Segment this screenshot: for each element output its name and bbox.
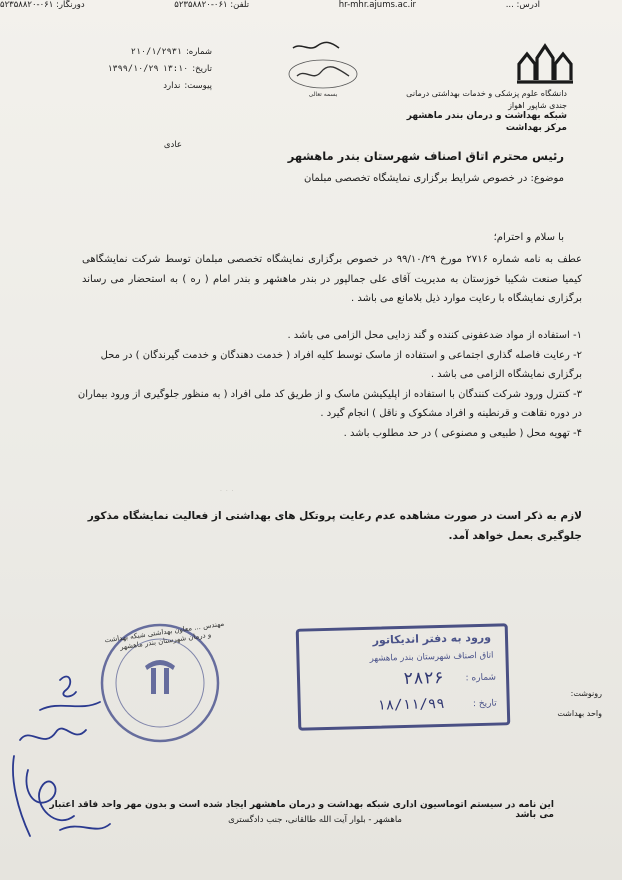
cc-label: رونوشت: [570,689,602,698]
scan-watermark: · · · [220,488,235,495]
attachment-value: ندارد [163,81,181,91]
date-label: تاریخ: [192,64,212,74]
calligraphy-emblem [283,38,363,98]
list-item: ۳- کنترل ورود شرکت کنندگان با استفاده از اپلیکیشن ماسک و از طریق کد ملی افراد ( به منظور جلوگیری از ورود بیماران در دوره نقاهت و قرنطینه و افراد مشکوک و ناقل ) انجام گیرد . [77,388,582,419]
org-line: مرکز بهداشت [505,122,567,133]
attachment-label: پیوست: [184,81,212,91]
calligraphy-text: بسمه تعالی [308,91,338,98]
stamp-org: اتاق اصناف شهرستان بندر ماهشهر [369,650,494,664]
date-value: ۱۳۹۹/۱۰/۲۹ [107,64,159,74]
meta-date-row [62,61,212,78]
org-line: شبکه بهداشت و درمان بندر ماهشهر [406,111,567,121]
cc-line: واحد بهداشت [557,709,602,718]
number-label: شماره: [185,47,212,57]
stamp-number: ۲۸۲۶ [402,667,445,689]
footer-contacts [0,0,540,10]
list-item: ۴- تهویه محل ( طبیعی و مصنوعی ) در حد مطلوب باشد . [343,427,582,439]
footer-website: hr-mhr.ajums.ac.ir [338,0,417,10]
footer-notice: این نامه در سیستم اتوماسیون اداری شبکه بهداشت و درمان ماهشهر ایجاد شده است و بدون مهر واحد فاقد اعتبار می باشد [49,800,554,820]
stamp-date: ۱۸/۱۱/۹۹ [377,695,445,714]
priority-label: عادی [163,140,182,150]
stamp-date-label: تاریخ : [472,698,497,710]
org-line: دانشگاه علوم پزشکی و خدمات بهداشتی درمانی [406,89,567,98]
stamp-title: ورود به دفتر اندیکاتور [372,630,492,647]
footer-phone: تلفن: ۰۶۱-۵۲۳۵۸۸۲۰ [174,0,250,10]
body-paragraph: عطف به نامه شماره ۲۷۱۶ مورخ ۹۹/۱۰/۲۹ در خصوص برگزاری نمایشگاه تخصصی مبلمان توسط شرکت نمایشگاهی کیمیا صنعت شکیبا خوزستان به مدیریت آقای علی جمالپور در بندر ماهشهر و بندر امام ( ره ) به استحضار می رساند برگزاری نمایشگاه با رعایت موارد ذیل بلامانع می باشد . [82,254,582,304]
organization-header [367,88,567,134]
subject-label: موضوع: [530,173,564,184]
handwritten-signature [0,640,130,860]
cc-block [557,684,602,724]
list-item: ۱- استفاده از مواد ضدعفونی کننده و گند زدایی محل الزامی می باشد . [287,330,582,341]
meta-attachment-row [62,78,212,95]
footer-fax: دورنگار: ۰۶۱-۵۲۳۵۸۸۲۰ [0,0,85,10]
stamp-number-label: شماره : [465,672,497,684]
footer-address: ماهشهر - بلوار آیت الله طالقانی، جنب دادگستری [228,815,402,825]
letter-meta [62,44,212,95]
subject-line [94,173,564,184]
footer-postal: آدرس: ... [505,0,540,10]
number-value: ۲۱۰/۱/۲۹۳۱ [130,47,182,57]
list-item: ۲- رعایت فاصله گذاری اجتماعی و استفاده از ماسک توسط کلیه افراد ( خدمت دهندگان و خدمت گیرندگان ) در محل برگزاری نمایشگاه الزامی می باشد . [100,349,582,380]
incoming-register-stamp [296,623,511,731]
closing-paragraph: لازم به ذکر است در صورت مشاهده عدم رعایت پروتکل های بهداشتی از فعالیت نمایشگاه مذکور جلوگیری بعمل خواهد آمد. [87,510,582,542]
requirements-list [72,326,582,443]
greeting: با سلام و احترام؛ [493,232,564,243]
date-extra: ۱۳:۱۰ [162,64,189,74]
meta-number-row [62,44,212,61]
university-logo-icon [515,40,575,84]
signature-stamp-text: مهندس ... معاون بهداشتی شبکه بهداشت و درمان شهرستان بندر ماهشهر [104,619,225,652]
recipient: رئیس محترم اتاق اصناف شهرستان بندر ماهشهر [287,149,564,163]
org-line: جندی شاپور اهواز [508,100,567,110]
subject-text: در خصوص شرایط برگزاری نمایشگاه تخصصی مبلمان [303,173,528,184]
